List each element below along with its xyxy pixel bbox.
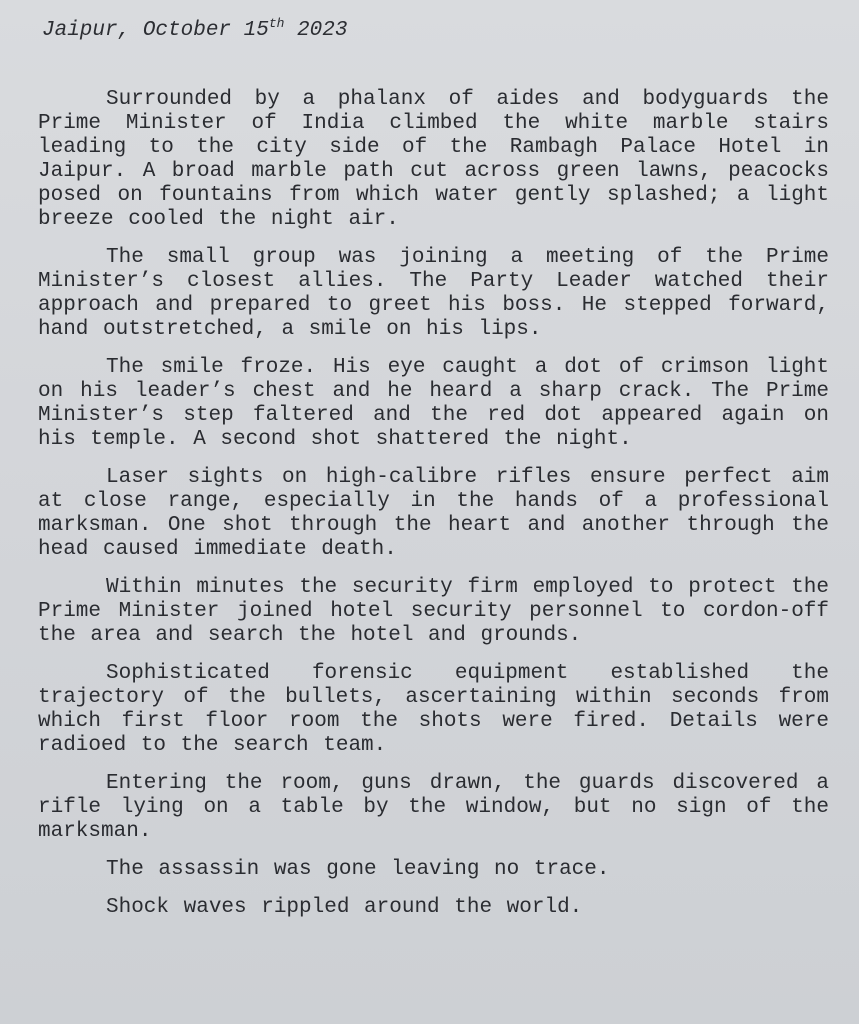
paragraph-5: Within minutes the security firm employed to protect the Prime Minister joined hotel security personnel to cordon-off the area and search the hotel and grounds. (38, 576, 829, 647)
paragraph-4: Laser sights on high-calibre rifles ensure perfect aim at close range, especially in the hands of a professional marksman. One shot through the heart and another through the head caused immediate death. (38, 466, 829, 561)
dateline-ordinal: th (268, 16, 285, 31)
paragraph-3: The smile froze. His eye caught a dot of crimson light on his leader’s chest and he heard a sharp crack. The Prime Minister’s step faltered and the red dot appeared again on his temple. A second shot shattered the night. (38, 356, 829, 451)
paragraph-6: Sophisticated forensic equipment established the trajectory of the bullets, ascertaining within seconds from which first floor room the shots were fired. Details were radioed to the search team. (38, 662, 829, 757)
dateline (42, 18, 829, 44)
paragraph-2: The small group was joining a meeting of the Prime Minister’s closest allies. The Party Leader watched their approach and prepared to greet his boss. He stepped forward, hand outstretched, a smile on his lips. (38, 246, 829, 341)
dateline-year: 2023 (284, 19, 348, 42)
paragraph-7: Entering the room, guns drawn, the guards discovered a rifle lying on a table by the window, but no sign of the marksman. (38, 772, 829, 843)
paragraph-9: Shock waves rippled around the world. (106, 896, 583, 919)
dateline-place-date: Jaipur, October 15 (42, 19, 269, 42)
paragraph-8: The assassin was gone leaving no trace. (106, 858, 610, 881)
paragraph-1: Surrounded by a phalanx of aides and bodyguards the Prime Minister of India climbed the white marble stairs leading to the city side of the Rambagh Palace Hotel in Jaipur. A broad marble path cut across green lawns, peacocks posed on fountains from which water gently splashed; a light breeze cooled the night air. (38, 88, 829, 231)
